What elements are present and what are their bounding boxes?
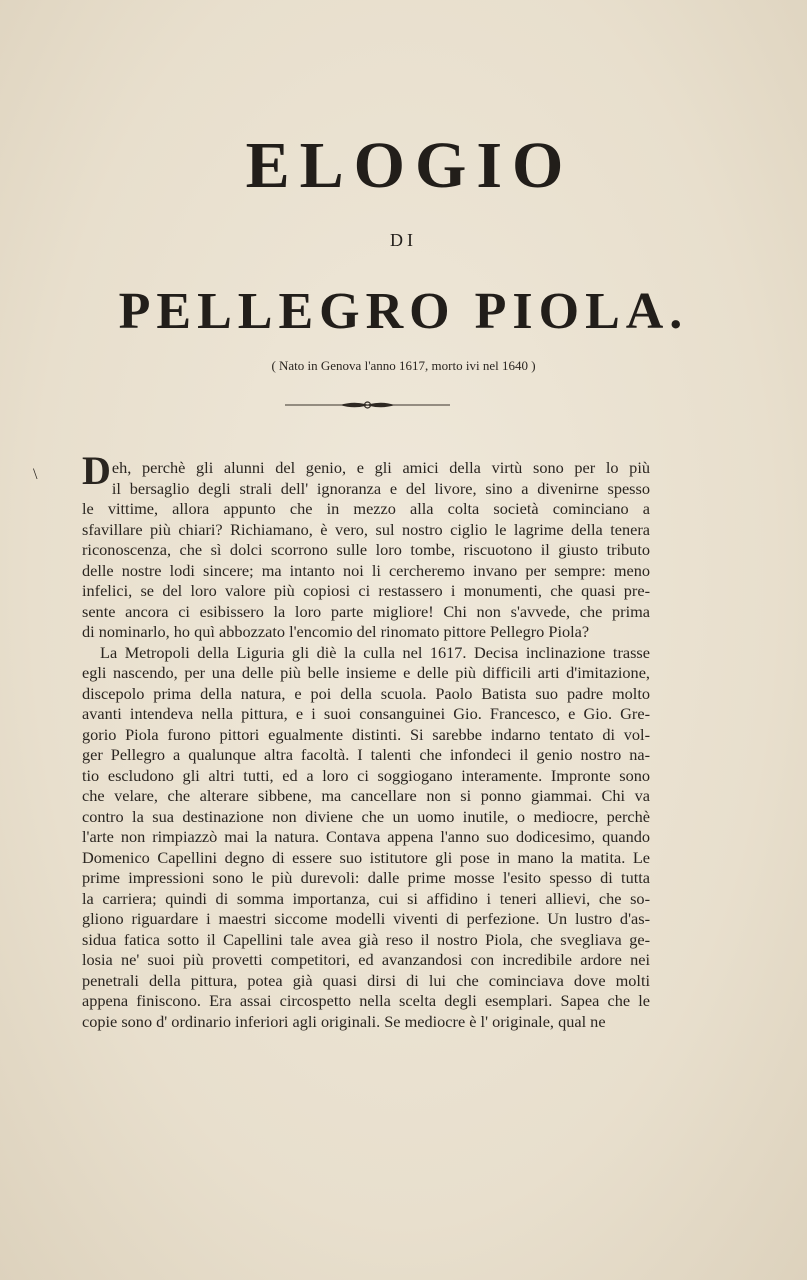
text-line: l'arte non rimpiazzò mai la natura. Contava appena l'anno suo dodicesimo, quando [82,827,650,846]
text-line: copie sono d' ordinario inferiori agli originali. Se mediocre è l' originale, qual ne [82,1011,606,1031]
text-line: contro la sua destinazione non diviene che un uomo inutile, o mediocre, perchè [82,806,650,826]
text-line: La Metropoli della Liguria gli diè la culla nel 1617. Decisa inclinazione trasse [100,642,650,662]
text-line: discepolo prima della natura, e poi della scuola. Paolo Batista suo padre molto [82,683,650,703]
text-line: penetrali della pittura, potea già quasi dirsi di lui che cominciava dove molti [82,970,650,990]
text-line: riconoscenza, che sì dolci scorrono sulle loro tombe, riscuotono il giusto tributo [82,540,650,559]
text-line: sidua fatica sotto il Capellini tale avea già reso il nostro Piola, che svegliava ge- [82,929,650,949]
body-text [82,448,650,1032]
title-connector: DI [390,230,417,250]
text-line: di nominarlo, ho quì abbozzato l'encomio del rinomato pittore Pellegro Piola? [82,622,590,641]
text-line: Domenico Capellini degno di essere suo istitutore gli pose in mano la matita. Le [82,847,650,867]
text-line: egli nascendo, per una delle più belle insieme e delle più difficili arti d'imitazione, [82,663,650,682]
text-line: eh, perchè gli alunni del genio, e gli amici della virtù sono per lo più [111,458,650,477]
text-line: infelici, se del loro valore più copiosi ci restassero i monumenti, che quasi pre- [82,581,650,600]
text-line: appena finiscono. Era assai circospetto nella scelta degli esemplari. Sapea che le [82,991,650,1010]
text-line: ger Pellegro a qualunque altra facoltà. I talenti che infondeci il genio nostro na- [82,745,650,764]
subtitle-dates: ( Nato in Genova l'anno 1617, morto ivi nel 1640 ) [271,358,536,373]
text-line: avanti intendeva nella pittura, e i suoi consanguinei Gio. Francesco, e Gio. Gre- [82,704,650,723]
subject-name: PELLEGRO PIOLA. [118,283,689,340]
text-line: gliono riguardare i maestri siccome modelli viventi di perfezione. Un lustro d'as- [82,909,650,928]
text-line: tio escludono gli altri tutti, ed a loro ci soggiogano interamente. Impronte sono [82,765,650,785]
text-line: sente ancora ci esibissero la loro parte migliore! Chi non s'avvede, che prima [82,601,650,621]
text-line: le vittime, allora appunto che in mezzo alla colta società cominciano a [82,499,650,518]
text-line: la carriera; quindi di somma importanza, cui si affidino i teneri allievi, che so- [82,888,650,908]
ornament-divider [285,398,450,412]
title: ELOGIO [245,129,574,202]
margin-mark: \ [33,466,38,483]
drop-cap: D [82,448,111,493]
text-line: delle nostre lodi sincere; ma intanto noi li cercheremo invano per sempre: meno [82,560,650,580]
text-line: sfavillare più chiari? Richiamano, è vero, sul nostro ciglio le lagrime della tenera [82,519,650,539]
text-line: che velare, che alterare sibbene, ma cancellare non si ponno giammai. Chi va [82,786,650,805]
text-line: prime impressioni sono le più durevoli: dalle prime mosse l'esito spesso di tutta [82,868,650,887]
text-line: losia ne' suoi più provetti competitori, ed avanzandosi con incredibile ardore nei [82,950,650,969]
text-line: il bersaglio degli strali dell' ignoranza e del livore, sino a divenirne spesso [111,478,650,498]
text-line: gorio Piola furono pittori egualmente distinti. Si sarebbe indarno tentato di vol- [82,724,650,744]
